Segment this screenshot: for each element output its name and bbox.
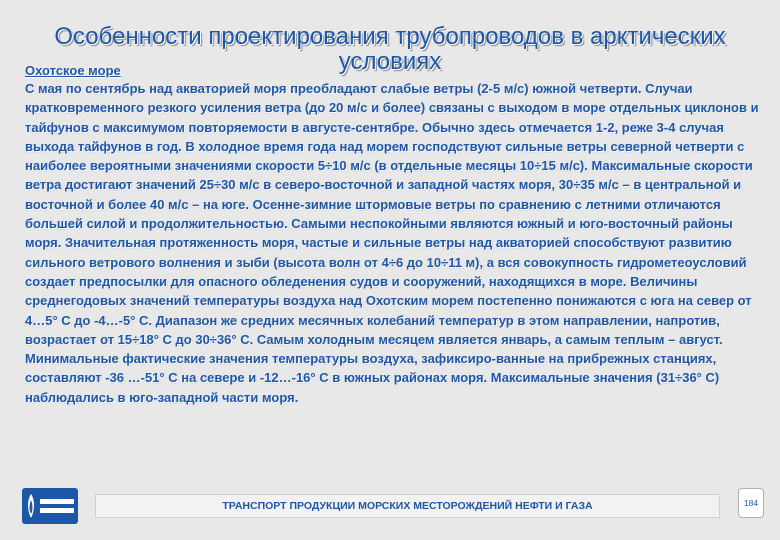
section-subheading: Охотское море [25, 63, 121, 78]
footer [0, 482, 780, 532]
slide-title: Особенности проектирования трубопроводов в арктических условиях [54, 23, 726, 75]
gazprom-logo-icon [22, 488, 78, 524]
footer-title-bar: ТРАНСПОРТ ПРОДУКЦИИ МОРСКИХ МЕСТОРОЖДЕНИЙ НЕФТИ И ГАЗА [95, 494, 720, 518]
body-paragraph: С мая по сентябрь над акваторией моря преобладают слабые ветры (2-5 м/с) южной четверти. Случаи кратковременного резкого усиления ветра (до 20 м/с и более) связаны с выходом в море отдельных циклонов и тайфунов с максимумом повторяемости в августе-сентябре. Обычно здесь отмечается 1-2, реже 3-4 случая выхода тайфунов в год. В холодное время года над морем господствуют сильные ветры северной четверти с наиболее вероятными значениями скорости 5÷10 м/с (в отдельные месяцы 10÷15 м/с). Максимальные скорости ветра достигают значений 25÷30 м/с в северо-восточной и западной частях моря, 30÷35 м/с – в центральной и восточной и более 40 м/с – на юге. Осенне-зимние штормовые ветры по сравнению с летними отличаются большей силой и продолжительностью. Самыми неспокойными являются южный и юго-восточный районы моря. Значительная протяженность моря, частые и сильные ветры над акваторией способствуют развитию сильного ветрового волнения и зыби (высота волн от 4÷6 до 10÷11 м), а вся совокупность гидрометеоусловий создает предпосылки для опасного обледенения судов и сооружений, находящихся в море. Величины среднегодовых значений температуры воздуха над Охотским морем постепенно понижаются с юга на север от 4…5° С до -4…-5° С. Диапазон же средних месячных колебаний температур в этом направлении, напротив, возрастает от 15÷18° С до 30÷36° С. Самым холодным месяцем является январь, а самым теплым – август. Минимальные фактические значения температуры воздуха, зафиксиро-ванные на прибрежных станциях, составляют -36 …-51° С на севере и -12…-16° С в южных районах моря. Максимальные значения (31÷36° С) наблюдались в юго-западной части моря. [25, 81, 759, 405]
page-number: 184 [738, 488, 764, 518]
